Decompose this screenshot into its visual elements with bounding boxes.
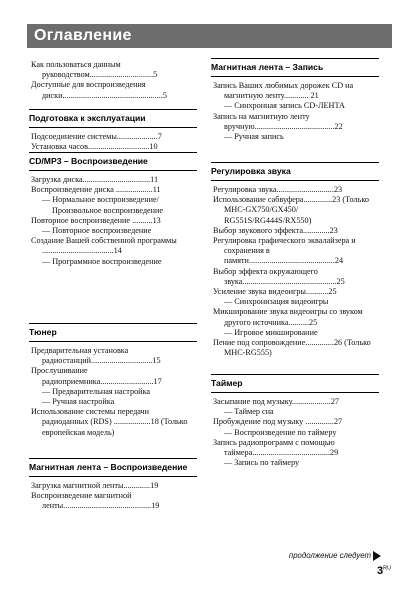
toc-entries (29, 477, 197, 512)
toc-subentry[interactable]: — Нормальное воспроизведение/ Произвольное воспроизведение (42, 195, 164, 215)
toc-entry[interactable]: Усиление звука видеоигры...........25 (213, 287, 337, 297)
toc-subentry[interactable]: — Синхронизация видеоигры (224, 297, 329, 307)
toc-entries (29, 171, 197, 267)
toc-entry[interactable]: Воспроизведение диска ..................11 (31, 185, 161, 195)
toc-entry[interactable]: Пение под сопровождение..............26 (Только MHC-RG555) (213, 338, 371, 358)
toc-entry[interactable]: Микширование звука видеоигры со звуком другого источника..........25 (213, 307, 363, 327)
toc-section-tuner (29, 323, 197, 438)
toc-section-sound (211, 162, 379, 358)
page-number-suffix: RU (383, 565, 392, 572)
toc-subentry[interactable]: — Игровое микширование (224, 327, 318, 337)
section-heading: Тюнер (29, 323, 197, 342)
toc-section-intro (29, 56, 197, 101)
toc-subentry[interactable]: — Таймер сна (224, 407, 274, 417)
toc-subentry[interactable]: — Программное воспроизведение (42, 256, 162, 266)
toc-entries (211, 393, 379, 468)
toc-entries (29, 56, 197, 101)
toc-entry[interactable]: Выбор звукового эффекта.............23 (213, 225, 338, 235)
toc-subentry[interactable]: — Ручная настройка (42, 397, 115, 407)
toc-section-timer (211, 374, 379, 468)
page-number (377, 565, 391, 577)
toc-entry[interactable]: Подсоединение системы....................7 (31, 132, 162, 141)
toc-entry[interactable]: Выбор эффекта окружающего звука..............................................25 (213, 266, 345, 286)
section-heading: Регулировка звука (211, 162, 379, 181)
toc-subentry[interactable]: — Повторное воспроизведение (42, 226, 152, 236)
arrow-right-icon (373, 551, 381, 561)
toc-entry[interactable]: Создание Вашей собственной программы ...................................14 (31, 236, 177, 256)
toc-section-tape-playback (29, 458, 197, 512)
toc-entries (29, 128, 197, 152)
toc-entry[interactable]: Засыпание под музыку...................27 (213, 397, 340, 406)
toc-entries (211, 77, 379, 142)
toc-entry[interactable]: Запись Ваших любимых дорожек CD на магнитную ленту............ 21 (213, 81, 354, 101)
toc-subentry[interactable]: — Синхронная запись CD-ЛЕНТА (224, 101, 345, 111)
toc-entry[interactable]: Установка часов..............................10 (31, 142, 158, 152)
section-heading: Таймер (211, 374, 379, 393)
toc-entry[interactable]: Загрузка магнитной ленты.............19 (31, 481, 159, 490)
toc-entries (29, 342, 197, 438)
toc-entry[interactable]: Воспроизведение магнитной ленты...........................................19 (31, 491, 160, 511)
toc-entry[interactable]: Запись радиопрограмм с помощью таймера......................................29 (213, 437, 339, 458)
toc-entry[interactable]: Повторное воспроизведение ..........13 (31, 215, 161, 225)
toc-subentry[interactable]: — Предварительная настройка (42, 386, 151, 396)
toc-subentry[interactable]: — Запись по таймеру (224, 458, 300, 468)
toc-entry[interactable]: Предварительная установка радиостанций..............................15 (31, 346, 161, 366)
toc-subentry[interactable]: — Воспроизведение по таймеру (224, 427, 337, 437)
section-heading: Магнитная лента – Запись (211, 58, 379, 77)
toc-entry[interactable]: Запись на магнитную ленту вручную.......................................22 (213, 111, 343, 131)
toc-entry[interactable]: Пробуждение под музыку ..............27 (213, 417, 343, 427)
page-number-value: 3 (377, 565, 384, 577)
toc-entries (211, 181, 379, 358)
section-heading: Подготовка к эксплуатации (29, 109, 197, 128)
toc-entry[interactable]: Как пользоваться данным руководством...............................5 (31, 60, 158, 80)
toc-entry[interactable]: Доступные для воспроизведения диски.................................................5 (31, 80, 167, 100)
toc-section-preparation (29, 109, 197, 152)
toc-entry[interactable]: Загрузка диска.................................11 (31, 175, 159, 184)
toc-entry[interactable]: Регулировка звука............................23 (213, 185, 343, 194)
toc-entry[interactable]: Использование системы передачи радиоданных (RDS) ..................18 (Только европейская модель) (31, 407, 188, 437)
toc-subentry[interactable]: — Ручная запись (224, 132, 284, 142)
page-title: Оглавление (27, 24, 392, 48)
toc-section-tape-recording (211, 58, 379, 142)
toc-section-cd-mp3 (29, 152, 197, 267)
toc-entry[interactable]: Использование сабвуфера..............23 (Только MHC-GX750/GX450/ RG551S/RG444S/RX550) (213, 195, 369, 225)
toc-entry[interactable]: Прослушивание радиоприемника..........................17 (31, 366, 162, 386)
toc-entry[interactable]: Регулировка графического эквалайзера и сохранения в памяти..........................................24 (213, 236, 356, 266)
section-heading: CD/MP3 – Воспроизведение (29, 152, 197, 171)
section-heading: Магнитная лента – Воспроизведение (29, 458, 197, 477)
continued-note: продолжение следует (288, 551, 371, 560)
